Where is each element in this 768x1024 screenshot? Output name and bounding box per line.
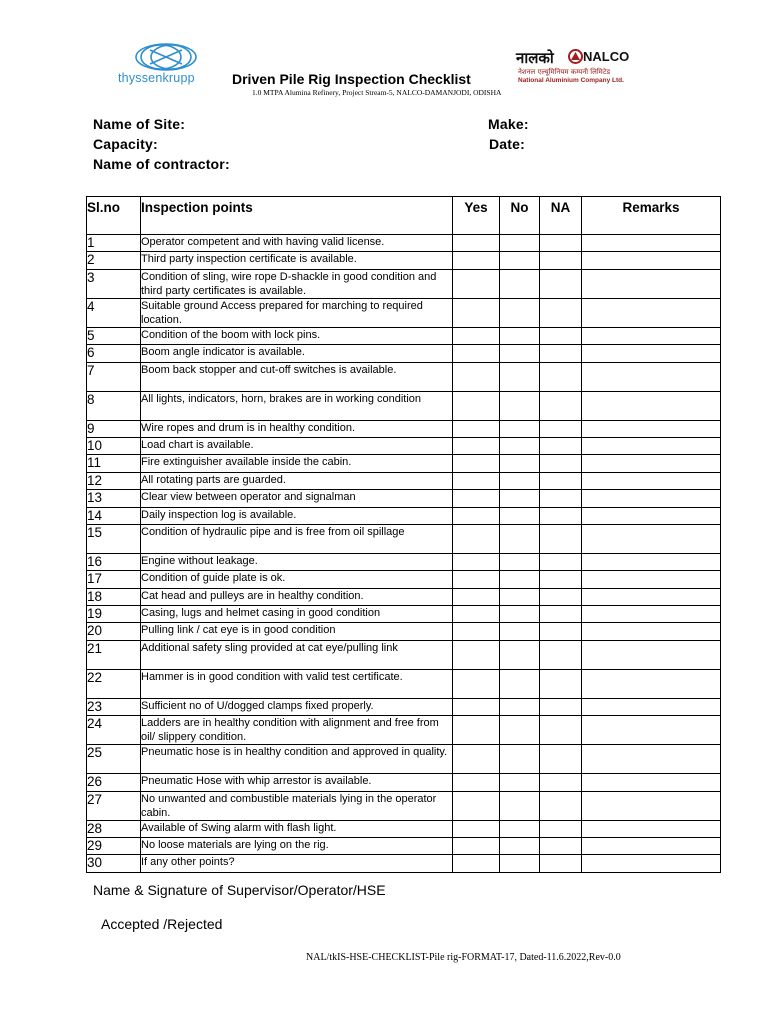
- thyssenkrupp-logo-text: thyssenkrupp: [118, 71, 195, 85]
- table-row: [87, 507, 721, 524]
- remarks-cell[interactable]: [582, 391, 721, 420]
- yes-cell[interactable]: [453, 623, 500, 640]
- column-header-points: Inspection points: [141, 197, 453, 235]
- row-number: 30: [87, 855, 141, 872]
- na-cell[interactable]: [540, 745, 582, 774]
- table-row: [87, 553, 721, 570]
- inspection-point-text: Ladders are in healthy condition with alignment and free from oil/ slippery condition.: [141, 716, 453, 745]
- column-header-remarks: Remarks: [582, 197, 721, 235]
- inspection-point-text: Daily inspection log is available.: [141, 507, 453, 524]
- row-number: 12: [87, 472, 141, 489]
- no-cell[interactable]: [500, 472, 540, 489]
- row-number: 15: [87, 524, 141, 553]
- yes-cell[interactable]: [453, 362, 500, 391]
- inspection-point-text: Pneumatic hose is in healthy condition and approved in quality.: [141, 745, 453, 774]
- row-number: 2: [87, 252, 141, 269]
- na-cell[interactable]: [540, 298, 582, 327]
- yes-cell[interactable]: [453, 345, 500, 362]
- remarks-cell[interactable]: [582, 855, 721, 872]
- inspection-point-text: Pneumatic Hose with whip arrestor is available.: [141, 774, 453, 791]
- table-header-row: [87, 197, 721, 235]
- inspection-point-text: Additional safety sling provided at cat eye/pulling link: [141, 640, 453, 669]
- inspection-point-text: Sufficient no of U/dogged clamps fixed properly.: [141, 698, 453, 715]
- table-row: [87, 327, 721, 344]
- date-label: Date:: [489, 136, 526, 152]
- remarks-cell[interactable]: [582, 455, 721, 472]
- contractor-label: Name of contractor:: [93, 156, 230, 172]
- yes-cell[interactable]: [453, 745, 500, 774]
- no-cell[interactable]: [500, 327, 540, 344]
- na-cell[interactable]: [540, 791, 582, 820]
- remarks-cell[interactable]: [582, 820, 721, 837]
- na-cell[interactable]: [540, 269, 582, 298]
- remarks-cell[interactable]: [582, 420, 721, 437]
- no-cell[interactable]: [500, 524, 540, 553]
- no-cell[interactable]: [500, 623, 540, 640]
- row-number: 23: [87, 698, 141, 715]
- yes-cell[interactable]: [453, 855, 500, 872]
- yes-cell[interactable]: [453, 588, 500, 605]
- inspection-point-text: Casing, lugs and helmet casing in good condition: [141, 606, 453, 623]
- na-cell[interactable]: [540, 669, 582, 698]
- na-cell[interactable]: [540, 345, 582, 362]
- remarks-cell[interactable]: [582, 571, 721, 588]
- row-number: 13: [87, 490, 141, 507]
- yes-cell[interactable]: [453, 838, 500, 855]
- remarks-cell[interactable]: [582, 472, 721, 489]
- table-row: [87, 588, 721, 605]
- inspection-point-text: Condition of hydraulic pipe and is free from oil spillage: [141, 524, 453, 553]
- no-cell[interactable]: [500, 571, 540, 588]
- yes-cell[interactable]: [453, 490, 500, 507]
- row-number: 7: [87, 362, 141, 391]
- inspection-point-text: Condition of sling, wire rope D-shackle in good condition and third party certificates is available.: [141, 269, 453, 298]
- remarks-cell[interactable]: [582, 553, 721, 570]
- inspection-point-text: Available of Swing alarm with flash light.: [141, 820, 453, 837]
- remarks-cell[interactable]: [582, 698, 721, 715]
- na-cell[interactable]: [540, 437, 582, 454]
- inspection-point-text: Third party inspection certificate is available.: [141, 252, 453, 269]
- na-cell[interactable]: [540, 855, 582, 872]
- yes-cell[interactable]: [453, 437, 500, 454]
- no-cell[interactable]: [500, 855, 540, 872]
- table-row: [87, 838, 721, 855]
- remarks-cell[interactable]: [582, 298, 721, 327]
- na-cell[interactable]: [540, 391, 582, 420]
- inspection-point-text: Boom angle indicator is available.: [141, 345, 453, 362]
- table-row: [87, 640, 721, 669]
- table-row: [87, 420, 721, 437]
- inspection-point-text: Fire extinguisher available inside the cabin.: [141, 455, 453, 472]
- no-cell[interactable]: [500, 588, 540, 605]
- remarks-cell[interactable]: [582, 269, 721, 298]
- remarks-cell[interactable]: [582, 437, 721, 454]
- nalco-hindi-text: नालको: [516, 49, 554, 67]
- remarks-cell[interactable]: [582, 235, 721, 252]
- table-row: [87, 391, 721, 420]
- yes-cell[interactable]: [453, 235, 500, 252]
- no-cell[interactable]: [500, 640, 540, 669]
- remarks-cell[interactable]: [582, 252, 721, 269]
- yes-cell[interactable]: [453, 606, 500, 623]
- inspection-point-text: Cat head and pulleys are in healthy condition.: [141, 588, 453, 605]
- remarks-cell[interactable]: [582, 716, 721, 745]
- na-cell[interactable]: [540, 327, 582, 344]
- table-row: [87, 345, 721, 362]
- thyssenkrupp-emblem-icon: [118, 42, 236, 74]
- row-number: 22: [87, 669, 141, 698]
- yes-cell[interactable]: [453, 455, 500, 472]
- inspection-point-text: Load chart is available.: [141, 437, 453, 454]
- na-cell[interactable]: [540, 553, 582, 570]
- yes-cell[interactable]: [453, 327, 500, 344]
- inspection-point-text: Pulling link / cat eye is in good condition: [141, 623, 453, 640]
- no-cell[interactable]: [500, 362, 540, 391]
- na-cell[interactable]: [540, 252, 582, 269]
- nalco-english-sub: National Aluminium Company Ltd.: [518, 77, 624, 84]
- yes-cell[interactable]: [453, 472, 500, 489]
- no-cell[interactable]: [500, 391, 540, 420]
- yes-cell[interactable]: [453, 820, 500, 837]
- column-header-slno: Sl.no: [87, 197, 141, 235]
- no-cell[interactable]: [500, 553, 540, 570]
- remarks-cell[interactable]: [582, 362, 721, 391]
- no-cell[interactable]: [500, 269, 540, 298]
- row-number: 11: [87, 455, 141, 472]
- table-row: [87, 298, 721, 327]
- na-cell[interactable]: [540, 524, 582, 553]
- row-number: 1: [87, 235, 141, 252]
- yes-cell[interactable]: [453, 553, 500, 570]
- row-number: 19: [87, 606, 141, 623]
- yes-cell[interactable]: [453, 716, 500, 745]
- inspection-checklist-table: [86, 196, 721, 873]
- inspection-point-text: Condition of guide plate is ok.: [141, 571, 453, 588]
- table-row: [87, 437, 721, 454]
- yes-cell[interactable]: [453, 391, 500, 420]
- yes-cell[interactable]: [453, 269, 500, 298]
- table-row: [87, 455, 721, 472]
- row-number: 10: [87, 437, 141, 454]
- inspection-point-text: Condition of the boom with lock pins.: [141, 327, 453, 344]
- no-cell[interactable]: [500, 437, 540, 454]
- yes-cell[interactable]: [453, 507, 500, 524]
- na-cell[interactable]: [540, 820, 582, 837]
- table-row: [87, 716, 721, 745]
- inspection-point-text: No loose materials are lying on the rig.: [141, 838, 453, 855]
- no-cell[interactable]: [500, 716, 540, 745]
- table-row: [87, 623, 721, 640]
- column-header-na: NA: [540, 197, 582, 235]
- inspection-point-text: All lights, indicators, horn, brakes are in working condition: [141, 391, 453, 420]
- table-row: [87, 698, 721, 715]
- yes-cell[interactable]: [453, 524, 500, 553]
- yes-cell[interactable]: [453, 298, 500, 327]
- table-row: [87, 235, 721, 252]
- na-cell[interactable]: [540, 640, 582, 669]
- table-row: [87, 820, 721, 837]
- na-cell[interactable]: [540, 698, 582, 715]
- row-number: 20: [87, 623, 141, 640]
- row-number: 3: [87, 269, 141, 298]
- table-row: [87, 855, 721, 872]
- inspection-point-text: Boom back stopper and cut-off switches is available.: [141, 362, 453, 391]
- remarks-cell[interactable]: [582, 745, 721, 774]
- na-cell[interactable]: [540, 838, 582, 855]
- no-cell[interactable]: [500, 490, 540, 507]
- no-cell[interactable]: [500, 745, 540, 774]
- na-cell[interactable]: [540, 472, 582, 489]
- table-row: [87, 524, 721, 553]
- na-cell[interactable]: [540, 455, 582, 472]
- na-cell[interactable]: [540, 606, 582, 623]
- na-cell[interactable]: [540, 235, 582, 252]
- table-row: [87, 745, 721, 774]
- inspection-point-text: Engine without leakage.: [141, 553, 453, 570]
- table-row: [87, 490, 721, 507]
- row-number: 6: [87, 345, 141, 362]
- no-cell[interactable]: [500, 606, 540, 623]
- no-cell[interactable]: [500, 698, 540, 715]
- na-cell[interactable]: [540, 490, 582, 507]
- row-number: 24: [87, 716, 141, 745]
- table-row: [87, 774, 721, 791]
- na-cell[interactable]: [540, 420, 582, 437]
- no-cell[interactable]: [500, 455, 540, 472]
- inspection-point-text: All rotating parts are guarded.: [141, 472, 453, 489]
- table-row: [87, 362, 721, 391]
- row-number: 21: [87, 640, 141, 669]
- nalco-emblem-icon: [568, 49, 583, 64]
- row-number: 26: [87, 774, 141, 791]
- yes-cell[interactable]: [453, 252, 500, 269]
- no-cell[interactable]: [500, 669, 540, 698]
- accepted-rejected-label: Accepted /Rejected: [101, 916, 223, 932]
- remarks-cell[interactable]: [582, 345, 721, 362]
- document-title: Driven Pile Rig Inspection Checklist: [232, 71, 471, 87]
- remarks-cell[interactable]: [582, 490, 721, 507]
- no-cell[interactable]: [500, 235, 540, 252]
- remarks-cell[interactable]: [582, 838, 721, 855]
- row-number: 4: [87, 298, 141, 327]
- table-row: [87, 571, 721, 588]
- nalco-logo: [516, 46, 656, 88]
- na-cell[interactable]: [540, 588, 582, 605]
- na-cell[interactable]: [540, 774, 582, 791]
- table-row: [87, 472, 721, 489]
- remarks-cell[interactable]: [582, 524, 721, 553]
- column-header-yes: Yes: [453, 197, 500, 235]
- inspection-point-text: No unwanted and combustible materials lying in the operator cabin.: [141, 791, 453, 820]
- make-label: Make:: [488, 116, 529, 132]
- yes-cell[interactable]: [453, 669, 500, 698]
- no-cell[interactable]: [500, 791, 540, 820]
- no-cell[interactable]: [500, 252, 540, 269]
- row-number: 8: [87, 391, 141, 420]
- row-number: 14: [87, 507, 141, 524]
- row-number: 29: [87, 838, 141, 855]
- table-row: [87, 269, 721, 298]
- no-cell[interactable]: [500, 420, 540, 437]
- remarks-cell[interactable]: [582, 791, 721, 820]
- inspection-point-text: Clear view between operator and signalman: [141, 490, 453, 507]
- table-row: [87, 791, 721, 820]
- supervisor-signature-label: Name & Signature of Supervisor/Operator/HSE: [93, 882, 386, 898]
- row-number: 17: [87, 571, 141, 588]
- nalco-hindi-sub: नेशनल एल्यूमिनियम कम्पनी लिमिटेड: [518, 68, 611, 76]
- remarks-cell[interactable]: [582, 588, 721, 605]
- document-subtitle: 1.0 MTPA Alumina Refinery, Project Stream-5, NALCO-DAMANJODI, ODISHA: [252, 88, 502, 97]
- yes-cell[interactable]: [453, 571, 500, 588]
- row-number: 5: [87, 327, 141, 344]
- no-cell[interactable]: [500, 298, 540, 327]
- no-cell[interactable]: [500, 820, 540, 837]
- inspection-point-text: Operator competent and with having valid license.: [141, 235, 453, 252]
- column-header-no: No: [500, 197, 540, 235]
- remarks-cell[interactable]: [582, 623, 721, 640]
- remarks-cell[interactable]: [582, 774, 721, 791]
- yes-cell[interactable]: [453, 774, 500, 791]
- table-row: [87, 606, 721, 623]
- yes-cell[interactable]: [453, 640, 500, 669]
- thyssenkrupp-logo: [118, 42, 236, 86]
- na-cell[interactable]: [540, 623, 582, 640]
- yes-cell[interactable]: [453, 791, 500, 820]
- capacity-label: Capacity:: [93, 136, 158, 152]
- inspection-point-text: Suitable ground Access prepared for marching to required location.: [141, 298, 453, 327]
- inspection-point-text: Hammer is in good condition with valid test certificate.: [141, 669, 453, 698]
- inspection-point-text: If any other points?: [141, 855, 453, 872]
- yes-cell[interactable]: [453, 420, 500, 437]
- remarks-cell[interactable]: [582, 669, 721, 698]
- no-cell[interactable]: [500, 774, 540, 791]
- row-number: 27: [87, 791, 141, 820]
- row-number: 18: [87, 588, 141, 605]
- remarks-cell[interactable]: [582, 640, 721, 669]
- remarks-cell[interactable]: [582, 327, 721, 344]
- na-cell[interactable]: [540, 362, 582, 391]
- row-number: 28: [87, 820, 141, 837]
- remarks-cell[interactable]: [582, 507, 721, 524]
- remarks-cell[interactable]: [582, 606, 721, 623]
- site-name-label: Name of Site:: [93, 116, 186, 132]
- table-row: [87, 669, 721, 698]
- table-row: [87, 252, 721, 269]
- row-number: 9: [87, 420, 141, 437]
- no-cell[interactable]: [500, 345, 540, 362]
- na-cell[interactable]: [540, 571, 582, 588]
- nalco-name: NALCO: [583, 49, 630, 64]
- na-cell[interactable]: [540, 507, 582, 524]
- no-cell[interactable]: [500, 507, 540, 524]
- row-number: 16: [87, 553, 141, 570]
- na-cell[interactable]: [540, 716, 582, 745]
- yes-cell[interactable]: [453, 698, 500, 715]
- document-reference: NAL/tkIS-HSE-CHECKLIST-Pile rig-FORMAT-17, Dated-11.6.2022,Rev-0.0: [306, 952, 621, 963]
- inspection-point-text: Wire ropes and drum is in healthy condition.: [141, 420, 453, 437]
- row-number: 25: [87, 745, 141, 774]
- no-cell[interactable]: [500, 838, 540, 855]
